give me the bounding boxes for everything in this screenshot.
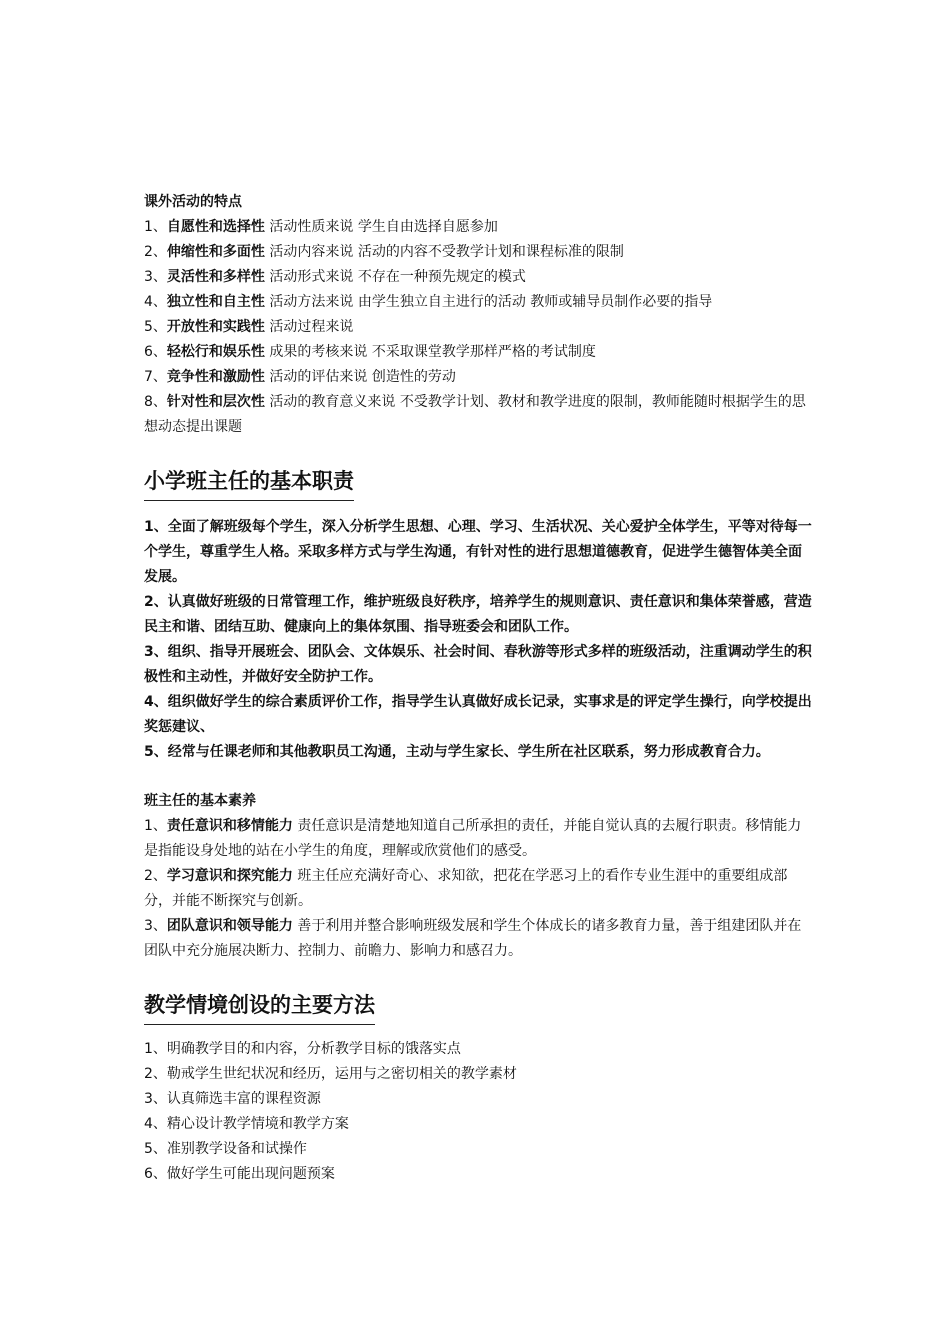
list-item: 2、勒戒学生世纪状况和经历，运用与之密切相关的教学素材 [144, 1066, 517, 1082]
list-item [144, 215, 812, 240]
list-item [144, 814, 812, 864]
feature-list [144, 215, 812, 440]
item-number: 3、 [144, 918, 167, 934]
item-term: 责任意识和移情能力 [166, 818, 293, 834]
item-number: 8、 [144, 394, 167, 410]
list-item [144, 340, 812, 365]
item-term: 轻松行和娱乐性 [166, 344, 265, 360]
item-number: 2、 [144, 244, 167, 260]
item-number: 4、 [144, 294, 167, 310]
item-term: 针对性和层次性 [166, 394, 265, 410]
item-number: 7、 [144, 369, 167, 385]
document-page [144, 190, 812, 1187]
item-desc: 班主任应充满好奇心、求知欲，把花在学恶习上的看作专业生涯中的重要组成部分，并能不断探究与创新。 [144, 868, 788, 909]
item-term: 自愿性和选择性 [166, 219, 265, 235]
item-desc: 活动内容来说 活动的内容不受教学计划和课程标准的限制 [264, 244, 624, 260]
item-term: 开放性和实践性 [166, 319, 265, 335]
section-head-teacher-qualities [144, 789, 812, 964]
heading-wrap [144, 466, 812, 501]
duty-list [144, 515, 812, 765]
item-term: 团队意识和领导能力 [166, 918, 293, 934]
item-term: 灵活性和多样性 [166, 269, 265, 285]
item-term: 学习意识和探究能力 [166, 868, 293, 884]
list-item [144, 365, 812, 390]
item-desc: 成果的考核来说 不采取课堂教学那样严格的考试制度 [264, 344, 596, 360]
section-head-teacher-duties [144, 466, 812, 765]
item-desc: 善于利用并整合影响班级发展和学生个体成长的诸多教育力量，善于组建团队并在团队中充分施展决断力、控制力、前瞻力、影响力和感召力。 [144, 918, 802, 959]
section-teaching-situation-methods [144, 990, 812, 1187]
list-item [144, 290, 812, 315]
item-desc: 活动过程来说 [264, 319, 354, 335]
item-number: 3、 [144, 269, 167, 285]
section-title: 班主任的基本素养 [144, 793, 256, 809]
item-number: 2、 [144, 868, 167, 884]
list-item [144, 240, 812, 265]
item-number: 1、 [144, 818, 167, 834]
section-heading: 教学情境创设的主要方法 [144, 990, 375, 1025]
section-extracurricular-features [144, 190, 812, 440]
item-number: 1、 [144, 219, 167, 235]
list-item: 3、组织、指导开展班会、团队会、文体娱乐、社会时间、春秋游等形式多样的班级活动，注重调动学生的积极性和主动性，并做好安全防护工作。 [144, 644, 812, 685]
item-number: 6、 [144, 344, 167, 360]
item-term: 独立性和自主性 [166, 294, 265, 310]
item-desc: 活动形式来说 不存在一种预先规定的模式 [264, 269, 526, 285]
list-item: 3、认真筛选丰富的课程资源 [144, 1091, 321, 1107]
item-desc: 活动的评估来说 创造性的劳动 [264, 369, 456, 385]
list-item [144, 914, 812, 964]
heading-wrap [144, 990, 812, 1025]
list-item: 5、经常与任课老师和其他教职员工沟通，主动与学生家长、学生所在社区联系，努力形成教育合力。 [144, 744, 770, 760]
item-desc: 活动方法来说 由学生独立自主进行的活动 教师或辅导员制作必要的指导 [264, 294, 713, 310]
list-item: 6、做好学生可能出现问题预案 [144, 1166, 335, 1182]
list-item: 5、准别教学设备和试操作 [144, 1141, 307, 1157]
list-item [144, 315, 812, 340]
list-item: 4、组织做好学生的综合素质评价工作，指导学生认真做好成长记录，实事求是的评定学生操行，向学校提出奖惩建议、 [144, 694, 812, 735]
list-item [144, 390, 812, 440]
method-list [144, 1037, 812, 1187]
list-item [144, 864, 812, 914]
item-number: 5、 [144, 319, 167, 335]
item-desc: 活动的教育意义来说 不受教学计划、教材和教学进度的限制，教师能随时根据学生的思想动态提出课题 [144, 394, 806, 435]
item-desc: 活动性质来说 学生自由选择自愿参加 [264, 219, 498, 235]
section-heading: 小学班主任的基本职责 [144, 466, 354, 501]
item-desc: 责任意识是清楚地知道自己所承担的责任，并能自觉认真的去履行职责。移情能力是指能设身处地的站在小学生的角度，理解或欣赏他们的感受。 [144, 818, 802, 859]
list-item: 2、认真做好班级的日常管理工作，维护班级良好秩序，培养学生的规则意识、责任意识和集体荣誉感，营造民主和谐、团结互助、健康向上的集体氛围、指导班委会和团队工作。 [144, 594, 812, 635]
list-item [144, 265, 812, 290]
section-title: 课外活动的特点 [144, 194, 242, 210]
list-item: 1、全面了解班级每个学生，深入分析学生思想、心理、学习、生活状况、关心爱护全体学生，平等对待每一个学生，尊重学生人格。采取多样方式与学生沟通，有针对性的进行思想道德教育，促进学生德智体美全面发展。 [144, 519, 812, 585]
list-item: 1、明确教学目的和内容，分析教学目标的饿落实点 [144, 1041, 461, 1057]
item-term: 竞争性和激励性 [166, 369, 265, 385]
quality-list [144, 814, 812, 964]
list-item: 4、精心设计教学情境和教学方案 [144, 1116, 349, 1132]
item-term: 伸缩性和多面性 [166, 244, 265, 260]
